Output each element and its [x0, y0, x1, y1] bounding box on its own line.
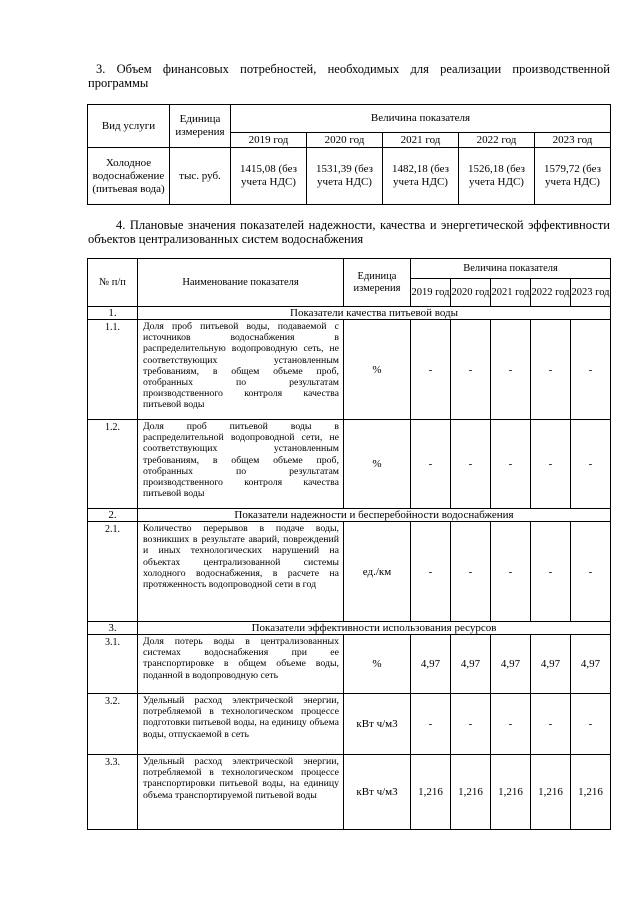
section-3-heading: 3. Объем финансовых потребностей, необходимых для реализации производственной программы — [88, 62, 610, 90]
year-header: 2019 год — [231, 133, 307, 148]
value-cell: - — [571, 420, 611, 509]
unit-cell: тыс. руб. — [170, 148, 231, 205]
year-header: 2023 год — [535, 133, 611, 148]
header-num: № п/п — [88, 259, 138, 307]
indicator-name: Доля проб питьевой воды в распределительной водопроводной сети, не соответствующих установленным требованиям, в общем объеме проб, отобранных по результатам производственного контроля качества питьевой воды — [138, 420, 344, 509]
section-num: 3. — [88, 622, 138, 635]
table-row — [88, 755, 611, 830]
row-num: 3.2. — [88, 694, 138, 755]
value-cell: - — [531, 522, 571, 622]
row-num: 3.3. — [88, 755, 138, 830]
table-row — [88, 420, 611, 509]
year-header: 2021 год — [383, 133, 459, 148]
value-cell: - — [411, 320, 451, 420]
header-service: Вид услуги — [88, 105, 170, 148]
section-title: Показатели эффективности использования ресурсов — [138, 622, 611, 635]
unit-cell: ед./км — [344, 522, 411, 622]
value-cell: 1,216 — [491, 755, 531, 830]
value-cell: 1579,72 (без учета НДС) — [535, 148, 611, 205]
table-row — [88, 522, 611, 622]
value-cell: 4,97 — [411, 635, 451, 694]
table-row — [88, 694, 611, 755]
section-row — [88, 509, 611, 522]
table-row — [88, 148, 611, 205]
unit-cell: % — [344, 635, 411, 694]
header-unit: Единица измерения — [170, 105, 231, 148]
indicators-table — [87, 258, 611, 830]
indicator-name: Удельный расход электрической энергии, потребляемой в технологическом процессе транспортировки питьевой воды, на единицу объема транспортируемой питьевой воды — [138, 755, 344, 830]
value-cell: 1482,18 (без учета НДС) — [383, 148, 459, 205]
value-cell: - — [531, 694, 571, 755]
value-cell: - — [571, 320, 611, 420]
row-num: 2.1. — [88, 522, 138, 622]
header-unit: Единица измерения — [344, 259, 411, 307]
indicator-name: Количество перерывов в подаче воды, возникших в результате аварий, повреждений и иных технологических нарушений на объектах централизованной системы холодного водоснабжения, в расчете на протяженность водопроводной сети в год — [138, 522, 344, 622]
value-cell: 4,97 — [571, 635, 611, 694]
value-cell: 1415,08 (без учета НДС) — [231, 148, 307, 205]
value-cell: 4,97 — [491, 635, 531, 694]
value-cell: - — [451, 694, 491, 755]
row-num: 3.1. — [88, 635, 138, 694]
value-cell: - — [451, 420, 491, 509]
header-value: Величина показателя — [231, 105, 611, 133]
value-cell: - — [531, 420, 571, 509]
year-header: 2019 год — [411, 279, 451, 307]
value-cell: - — [411, 694, 451, 755]
value-cell: - — [491, 694, 531, 755]
section-row — [88, 622, 611, 635]
value-cell: 1,216 — [571, 755, 611, 830]
year-header: 2022 год — [531, 279, 571, 307]
value-cell: - — [491, 420, 531, 509]
value-cell: 1531,39 (без учета НДС) — [307, 148, 383, 205]
value-cell: - — [411, 522, 451, 622]
indicator-name: Доля потерь воды в централизованных системах водоснабжения при ее транспортировке в общем объеме воды, поданной в водопроводную сеть — [138, 635, 344, 694]
section-title: Показатели надежности и бесперебойности водоснабжения — [138, 509, 611, 522]
header-name: Наименование показателя — [138, 259, 344, 307]
value-cell: - — [451, 522, 491, 622]
value-cell: 4,97 — [451, 635, 491, 694]
section-num: 1. — [88, 307, 138, 320]
table-row — [88, 635, 611, 694]
row-num: 1.1. — [88, 320, 138, 420]
value-cell: 1,216 — [531, 755, 571, 830]
year-header: 2022 год — [459, 133, 535, 148]
section-row — [88, 307, 611, 320]
service-cell: Холодное водоснабжение (питьевая вода) — [88, 148, 170, 205]
value-cell: 1,216 — [411, 755, 451, 830]
section-4-heading: 4. Плановые значения показателей надежности, качества и энергетической эффективности объектов централизованных систем водоснабжения — [88, 218, 610, 246]
section-num: 2. — [88, 509, 138, 522]
table-row — [88, 320, 611, 420]
value-cell: 4,97 — [531, 635, 571, 694]
value-cell: - — [491, 320, 531, 420]
header-value: Величина показателя — [411, 259, 611, 279]
value-cell: - — [491, 522, 531, 622]
value-cell: 1,216 — [451, 755, 491, 830]
indicator-name: Удельный расход электрической энергии, потребляемой в технологическом процессе подготовки питьевой воды, на единицу объема воды, отпускаемой в сеть — [138, 694, 344, 755]
unit-cell: % — [344, 320, 411, 420]
value-cell: - — [411, 420, 451, 509]
value-cell: - — [451, 320, 491, 420]
year-header: 2023 год — [571, 279, 611, 307]
value-cell: - — [571, 522, 611, 622]
unit-cell: кВт ч/м3 — [344, 694, 411, 755]
unit-cell: кВт ч/м3 — [344, 755, 411, 830]
unit-cell: % — [344, 420, 411, 509]
year-header: 2021 год — [491, 279, 531, 307]
financial-needs-table — [87, 104, 611, 205]
value-cell: 1526,18 (без учета НДС) — [459, 148, 535, 205]
value-cell: - — [531, 320, 571, 420]
section-title: Показатели качества питьевой воды — [138, 307, 611, 320]
year-header: 2020 год — [307, 133, 383, 148]
year-header: 2020 год — [451, 279, 491, 307]
value-cell: - — [571, 694, 611, 755]
indicator-name: Доля проб питьевой воды, подаваемой с источников водоснабжения в распределительную водопроводную сеть, не соответствующих установленным требованиям, в общем объеме проб, отобранных по результатам производственного контроля качества питьевой воды — [138, 320, 344, 420]
row-num: 1.2. — [88, 420, 138, 509]
